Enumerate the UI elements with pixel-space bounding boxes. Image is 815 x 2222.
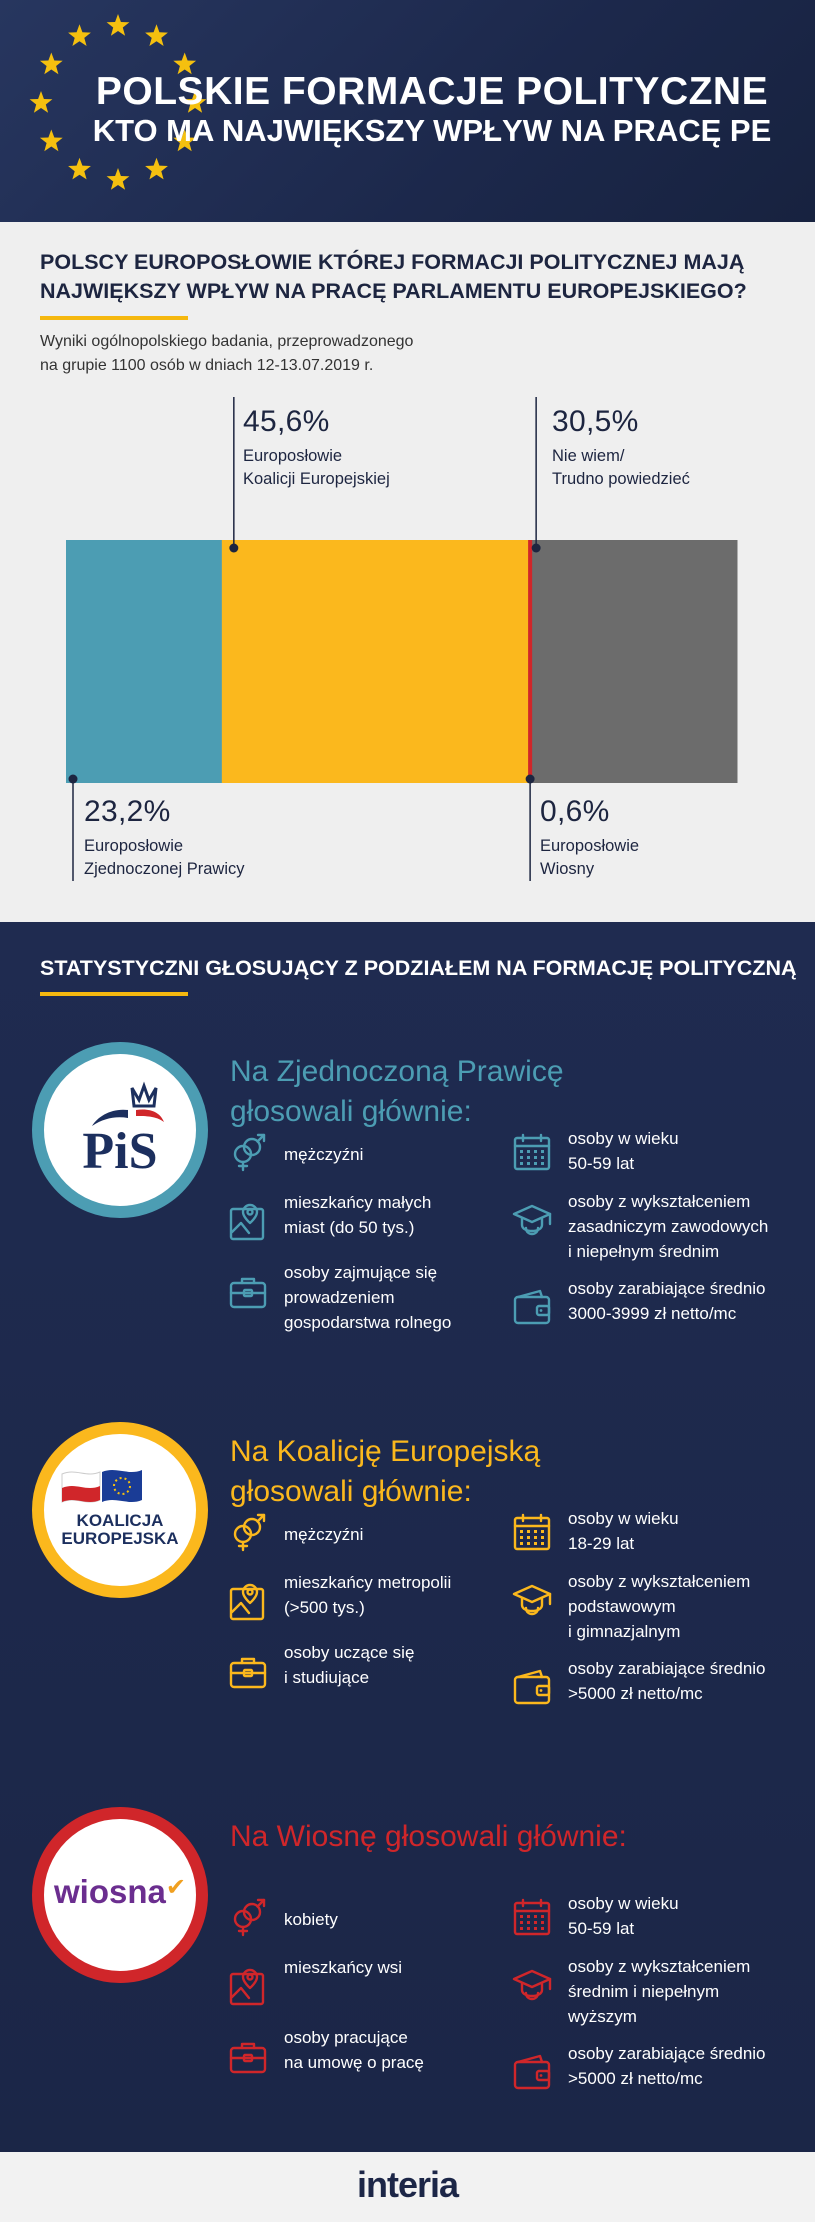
occupation-icon [228,2037,268,2077]
income-icon [512,1287,552,1327]
residence-icon [228,1582,268,1622]
label-prawica-line1: Europosłowie [84,837,184,855]
accent-underline [40,316,188,320]
eu-star-icon [68,158,91,180]
label-zjednoczona-prawica [84,795,245,881]
age-text [568,1891,679,1941]
occupation-icon [228,1272,268,1312]
footer [0,2152,815,2222]
wiosna-logo-word: wiosna [54,1873,166,1910]
gender-text [284,1907,338,1932]
residence-line-1: mieszkańcy wsi [284,1958,403,1977]
party-heading-line1: Na Zjednoczoną Prawicę [230,1055,564,1088]
age-line-2: 18-29 lat [568,1534,635,1553]
party-block-2 [0,1422,815,1782]
leader-wiosna-dot [526,775,535,784]
label-koalicja-line2: Koalicji Europejskiej [243,470,390,488]
party-block-3 [0,1807,815,2167]
income-line-2: >5000 zł netto/mc [568,1684,703,1703]
occupation-line-2: i studiujące [284,1668,370,1687]
label-nie-wiem-line1: Nie wiem/ [552,447,625,465]
party-heading [230,1817,627,1857]
wiosna-check-icon: ✔ [165,1874,186,1901]
occupation-text [284,1260,451,1335]
gender-icon [228,1897,268,1937]
occupation-line-1: osoby zajmujące się [284,1263,438,1282]
eu-star-icon [145,158,168,180]
education-line-2: średnim i niepełnym [568,1982,720,2001]
residence-text [284,1570,451,1620]
occupation-text [284,2025,424,2075]
income-line-1: osoby zarabiające średnio [568,2044,766,2063]
age-line-1: osoby w wieku [568,1509,679,1528]
koalicja-logo-text [44,1512,196,1548]
voters-section-title: STATYSTYCZNI GŁOSUJĄCY Z PODZIAŁEM NA FORMACJĘ POLITYCZNĄ [40,956,797,980]
party-heading [230,1432,540,1512]
income-text [568,1656,766,1706]
party-heading-line1: Na Koalicję Europejską [230,1435,541,1468]
age-line-1: osoby w wieku [568,1129,679,1148]
occupation-line-3: gospodarstwa rolnego [284,1313,452,1332]
income-line-2: >5000 zł netto/mc [568,2069,703,2088]
koalicja-logo [32,1422,208,1598]
gender-line-1: kobiety [284,1910,338,1929]
header-banner [0,0,815,222]
residence-line-2: miast (do 50 tys.) [284,1218,415,1237]
eu-star-icon [30,91,53,113]
education-text [568,1189,768,1264]
voters-section [0,922,815,2152]
description-line-2: na grupie 1100 osób w dniach 12-13.07.2019 r. [40,357,374,374]
bar-segment-4 [532,540,737,783]
age-icon [512,1897,552,1937]
education-icon [512,1202,552,1242]
eu-star-icon [68,24,91,46]
wiosna-logo [32,1807,208,1983]
education-line-2: podstawowym [568,1597,676,1616]
question-title [40,248,780,306]
label-prawica-line2: Zjednoczonej Prawicy [84,860,245,878]
wiosna-logo-text [44,1873,196,1911]
party-heading-line2: głosowali głównie: [230,1095,472,1128]
label-wiosna-line2: Wiosny [540,860,595,878]
occupation-line-1: osoby pracujące [284,2028,408,2047]
occupation-line-2: prowadzeniem [284,1288,395,1307]
koalicja-flags-icon [44,1434,196,1586]
bar-segment-2 [222,540,529,783]
residence-line-2: (>500 tys.) [284,1598,365,1617]
party-heading [230,1052,564,1132]
party-heading-line2: głosowali głównie: [230,1475,472,1508]
voters-accent-underline [40,992,188,996]
koalicja-logo-line1: KOALICJA [76,1511,164,1530]
party-heading-line1: Na Wiosnę głosowali głównie: [230,1820,627,1853]
education-icon [512,1967,552,2007]
page-subtitle: KTO MA NAJWIĘKSZY WPŁYW NA PRACĘ PE [92,113,772,148]
bar-segment-3 [528,540,533,783]
page-title: POLSKIE FORMACJE POLITYCZNE [95,70,769,113]
gender-icon [228,1132,268,1172]
gender-text [284,1142,363,1167]
education-line-1: osoby z wykształceniem [568,1957,751,1976]
residence-text [284,1955,402,1980]
income-line-2: 3000-3999 zł netto/mc [568,1304,737,1323]
label-nie-wiem-value: 30,5% [552,405,639,438]
occupation-line-2: na umowę o pracę [284,2053,424,2072]
occupation-text [284,1640,414,1690]
education-line-1: osoby z wykształceniem [568,1572,751,1591]
residence-line-1: mieszkańcy małych [284,1193,432,1212]
eu-star-icon [107,14,130,36]
income-icon [512,1667,552,1707]
label-koalicja-value: 45,6% [243,405,330,438]
leader-koalicja-dot [229,544,238,553]
age-text [568,1506,679,1556]
income-text [568,1276,766,1326]
eu-star-icon [145,24,168,46]
gender-text [284,1522,363,1547]
eu-star-icon [40,130,63,152]
age-icon [512,1132,552,1172]
education-text [568,1569,750,1644]
age-line-1: osoby w wieku [568,1894,679,1913]
gender-line-1: mężczyźni [284,1525,364,1544]
age-line-2: 50-59 lat [568,1919,635,1938]
label-koalicja [243,405,390,491]
education-line-2: zasadniczym zawodowych [568,1217,769,1236]
education-line-3: wyższym [568,2007,637,2026]
pis-logo [32,1042,208,1218]
koalicja-logo-line2: EUROPEJSKA [61,1529,179,1548]
education-line-1: osoby z wykształceniem [568,1192,751,1211]
label-prawica-value: 23,2% [84,795,171,828]
survey-description [40,330,600,378]
interia-logo: interia [356,2164,459,2205]
label-nie-wiem-line2: Trudno powiedzieć [552,470,690,488]
description-line-1: Wyniki ogólnopolskiego badania, przeprowadzonego [40,333,414,350]
label-nie-wiem [552,405,690,491]
label-wiosna [540,795,639,881]
income-line-1: osoby zarabiające średnio [568,1279,766,1298]
label-wiosna-value: 0,6% [540,795,610,828]
education-line-3: i gimnazjalnym [568,1622,681,1641]
education-line-3: i niepełnym średnim [568,1242,720,1261]
income-line-1: osoby zarabiające średnio [568,1659,766,1678]
income-text [568,2041,766,2091]
eu-star-icon [107,168,130,190]
age-line-2: 50-59 lat [568,1154,635,1173]
residence-line-1: mieszkańcy metropolii [284,1573,452,1592]
party-block-1 [0,1042,815,1402]
occupation-line-1: osoby uczące się [284,1643,415,1662]
education-icon [512,1582,552,1622]
leader-nie-wiem-dot [532,544,541,553]
question-line-1: POLSCY EUROPOSŁOWIE KTÓREJ FORMACJI POLITYCZNEJ MAJĄ [40,250,745,274]
gender-icon [228,1512,268,1552]
education-text [568,1954,750,2029]
label-koalicja-line1: Europosłowie [243,447,343,465]
age-icon [512,1512,552,1552]
eu-star-icon [40,53,63,75]
residence-text [284,1190,431,1240]
question-line-2: NAJWIĘKSZY WPŁYW NA PRACĘ PARLAMENTU EUROPEJSKIEGO? [40,279,747,303]
residence-icon [228,1202,268,1242]
bar-segment-1 [66,540,222,783]
pis-logo-text: PiS [82,1123,158,1180]
label-wiosna-line1: Europosłowie [540,837,640,855]
gender-line-1: mężczyźni [284,1145,364,1164]
occupation-icon [228,1652,268,1692]
survey-section [0,222,815,922]
income-icon [512,2052,552,2092]
residence-icon [228,1967,268,2007]
leader-prawica-dot [69,775,78,784]
age-text [568,1126,679,1176]
